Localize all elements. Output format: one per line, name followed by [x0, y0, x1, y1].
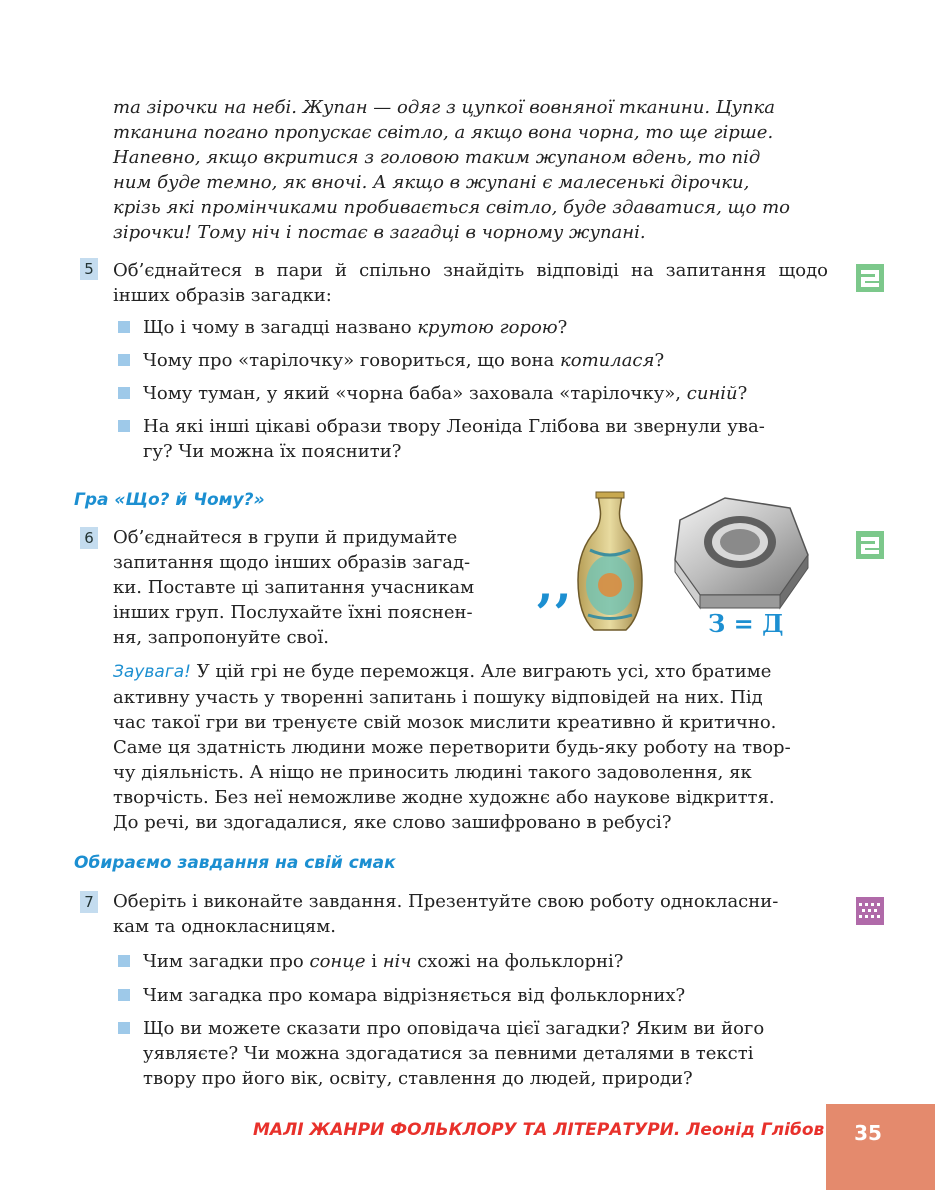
note-line: творчість. Без неї неможливе жодне художнє або наукове відкриття.: [113, 787, 775, 808]
task-number-6: 6: [80, 527, 98, 549]
note-paragraph: [113, 659, 828, 835]
task-number-7: 7: [80, 891, 98, 913]
task-number-5: 5: [80, 258, 98, 280]
bullet-line: гу? Чи можна їх пояснити?: [143, 441, 402, 462]
page-number-box: [826, 1104, 935, 1190]
bullet-marker: [118, 1022, 130, 1034]
bullet-marker: [118, 420, 130, 432]
vase-image: [578, 492, 642, 630]
bullet-marker: [118, 387, 130, 399]
note-line: [113, 659, 828, 685]
rebus-quote-mark: ’’: [535, 584, 572, 640]
task5-bullet-2: Чому про «тарілочку» говориться, що вона котилася?: [143, 350, 665, 371]
nut-image: [675, 498, 808, 608]
bullet-marker: [118, 321, 130, 333]
task7-text: [113, 889, 828, 939]
pair-work-icon: [856, 264, 884, 292]
footer-author: Леонід Глібов: [680, 1120, 825, 1140]
task7-bullet-2: Чим загадка про комара відрізняється від фольклорних?: [143, 985, 686, 1006]
bullet-marker: [118, 989, 130, 1001]
task7-bullet-3: [143, 1016, 828, 1091]
bullet-line: уявляєте? Чи можна здогадатися за певними деталями в тексті: [143, 1043, 754, 1064]
page-number: 35: [854, 1121, 882, 1145]
bullet-line: На які інші цікаві образи твору Леоніда Глібова ви звернули ува-: [143, 416, 765, 437]
task7-line: кам та однокласницям.: [113, 916, 337, 937]
note-line: час такої гри ви тренуєте свій мозок мислити креативно й критично.: [113, 712, 777, 733]
section-heading-game: Гра «Що? й Чому?»: [74, 490, 265, 510]
task6-text: [113, 525, 503, 650]
task6-line: інших груп. Послухайте їхні пояснен-: [113, 602, 473, 623]
task5-text: Об’єднайтеся в пари й спільно знайдіть відповіді на запитання щодо інших образів загадки:: [113, 260, 828, 306]
note-line: чу діяльність. А ніщо не приносить людині такого задоволення, як: [113, 762, 752, 783]
section-heading-choice: Обираємо завдання на свій смак: [74, 853, 396, 873]
intro-line: ним буде темно, як вночі. А якщо в жупані є малесенькі дірочки,: [113, 172, 750, 193]
note-line: активну участь у творенні запитань і пошуку відповідей на них. Під: [113, 687, 763, 708]
intro-line: зірочки! Тому ніч і постає в загадці в чорному жупані.: [113, 222, 646, 243]
task7-bullet-1: Чим загадки про сонце і ніч схожі на фольклорні?: [143, 951, 624, 972]
footer-title-text: МАЛІ ЖАНРИ ФОЛЬКЛОРУ ТА ЛІТЕРАТУРИ.: [253, 1120, 681, 1140]
task5-bullet-4: [143, 414, 828, 464]
intro-paragraph: [113, 95, 828, 245]
task6-line: ня, запропонуйте свої.: [113, 627, 329, 648]
rebus-illustration: [530, 490, 830, 640]
bullet-marker: [118, 354, 130, 366]
bullet-line: Що ви можете сказати про оповідача цієї загадки? Яким ви його: [143, 1018, 765, 1039]
task5-bullet-1: Що і чому в загадці названо крутою горою?: [143, 317, 568, 338]
bullet-line: твору про його вік, освіту, ставлення до людей, природи?: [143, 1068, 693, 1089]
intro-line: тканина погано пропускає світло, а якщо вона чорна, то ще гірше.: [113, 122, 774, 143]
group-work-icon: [856, 531, 884, 559]
task7-line: Оберіть і виконайте завдання. Презентуйте свою роботу однокласни-: [113, 891, 779, 912]
note-label: Заувага!: [113, 662, 191, 682]
intro-line: крізь які промінчиками пробивається світло, буде здаватися, що то: [113, 197, 791, 218]
task5-bullet-3: Чому туман, у який «чорна баба» заховала «тарілочку», синій?: [143, 383, 748, 404]
footer-chapter-title: [253, 1120, 824, 1140]
rebus-formula: З = Д: [708, 609, 784, 638]
note-line: Саме ця здатність людини може перетворити будь-яку роботу на твор-: [113, 737, 791, 758]
note-text: У цій грі не буде переможця. Але виграють усі, хто братиме: [190, 661, 772, 682]
choice-icon: [856, 897, 884, 925]
task6-line: запитання щодо інших образів загад-: [113, 552, 471, 573]
note-line: До речі, ви здогадалися, яке слово зашифровано в ребусі?: [113, 812, 672, 833]
intro-line: та зірочки на небі. Жупан — одяг з цупкої вовняної тканини. Цупка: [113, 97, 776, 118]
task6-line: ки. Поставте ці запитання учасникам: [113, 577, 475, 598]
bullet-marker: [118, 955, 130, 967]
task6-line: Об’єднайтеся в групи й придумайте: [113, 527, 458, 548]
intro-line: Напевно, якщо вкритися з головою таким жупаном вдень, то під: [113, 147, 761, 168]
